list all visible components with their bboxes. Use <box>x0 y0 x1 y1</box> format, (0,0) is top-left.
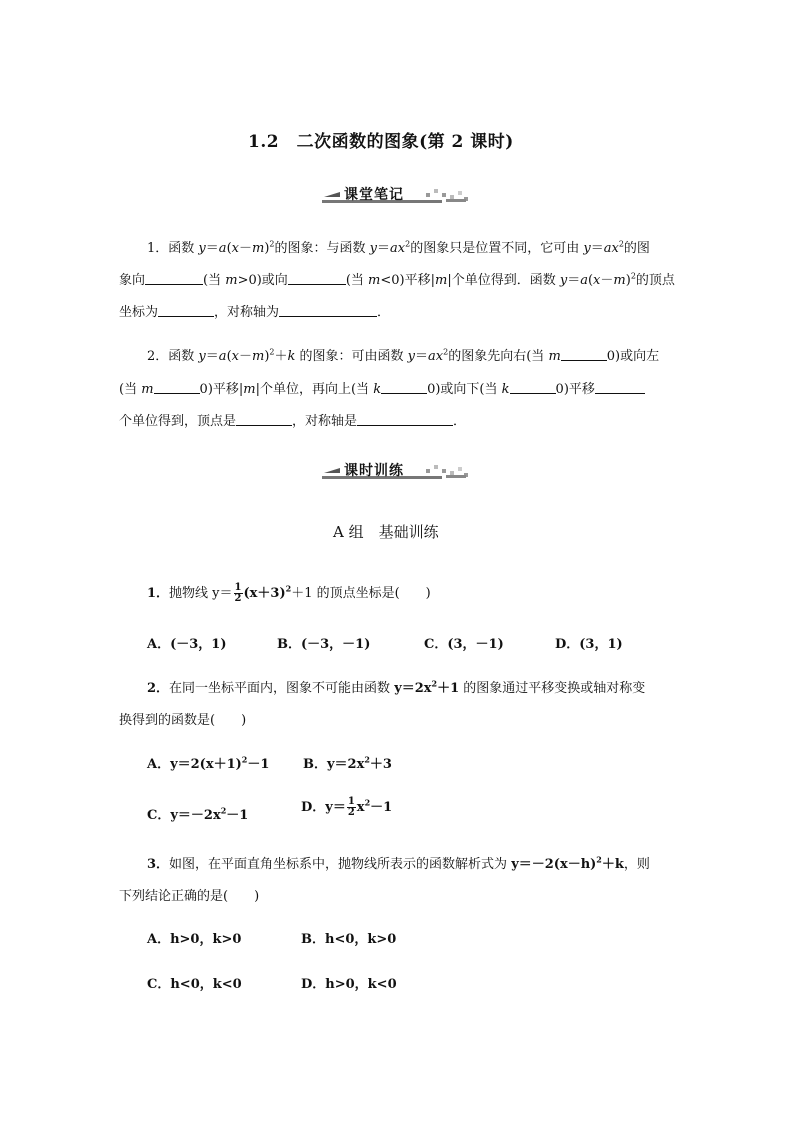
note-2-line-1: 2．函数 $y=a(x-m)^2+k$ 的图象：可由函数 $y=ax^2$的图象先向右(当 m 0)或向左 <box>147 347 660 364</box>
q3-option-d[interactable]: D．h>0，k<0 <box>301 977 397 992</box>
question-3-stem-line-2: 下列结论正确的是( ) <box>119 889 260 904</box>
group-a-title: A 组 基础训练 <box>333 523 439 541</box>
blank-6[interactable] <box>154 381 200 394</box>
q3-option-b[interactable]: B．h<0，k>0 <box>301 932 397 947</box>
q1-option-c[interactable]: C．(3，－1) <box>424 637 504 652</box>
fraction: $\frac{1}{2}$ <box>347 796 355 818</box>
note-2-line-2: (当 m 0)平移|m|个单位，再向上(当 k 0)或向下(当 k 0)平移 <box>119 378 645 397</box>
note-1-line-3: 坐标为 ，对称轴为 ． <box>119 305 391 320</box>
section-banner-notes <box>322 183 472 205</box>
page-title: 1.2 二次函数的图象(第 2 课时) <box>248 132 514 152</box>
q2-option-a[interactable]: A．$y=2(x+1)^2-1$ <box>147 754 270 772</box>
question-1-stem: 1．抛物线 y＝ $\frac{1}{2}$ $(x+3)^2+1$ 的顶点坐标是( ) <box>147 582 431 604</box>
q3-option-a[interactable]: A．h>0，k>0 <box>147 932 242 947</box>
blank-8[interactable] <box>510 381 556 394</box>
blank-1[interactable] <box>145 272 203 285</box>
note-1-line-1: 1．函数 $y=a(x-m)^2$的图象：与函数 $y=ax^2$的图象只是位置不同，它可由 $y=ax^2$的图 <box>147 239 650 256</box>
fraction: $\frac{1}{2}$ <box>234 582 242 604</box>
blank-4[interactable] <box>279 304 377 317</box>
blank-7[interactable] <box>381 381 427 394</box>
blank-2[interactable] <box>288 272 346 285</box>
note-2-line-3: 个单位得到，顶点是 ，对称轴是 ． <box>119 414 467 429</box>
q3-option-c[interactable]: C．h<0，k<0 <box>147 977 242 992</box>
q1-option-d[interactable]: D．(3，1) <box>555 637 623 652</box>
q2-option-c[interactable]: C．$y=-2x^2-1$ <box>147 805 249 823</box>
q2-option-b[interactable]: B．$y=2x^2+3$ <box>303 754 392 772</box>
q1-option-a[interactable]: A．(－3，1) <box>147 637 227 652</box>
question-2-stem-line-2: 换得到的函数是( ) <box>119 713 247 728</box>
banner-label: 课时训练 <box>344 463 404 479</box>
blank-10[interactable] <box>236 413 292 426</box>
banner-label: 课堂笔记 <box>344 187 404 203</box>
q1-option-b[interactable]: B．(－3，－1) <box>277 637 371 652</box>
question-3-stem-line-1: 3．如图，在平面直角坐标系中，抛物线所表示的函数解析式为 $y=-2(x-h)^2+k$，则 <box>147 854 650 872</box>
q2-option-d[interactable]: D．y＝ $\frac{1}{2}$ $x^2-1$ <box>301 796 393 818</box>
question-2-stem-line-1: 2．在同一坐标平面内，图象不可能由函数 $y=2x^2+1$ 的图象通过平移变换或轴对称变 <box>147 678 646 696</box>
note-1-line-2: 象向 (当 m>0)或向 (当 m<0)平移|m|个单位得到．函数 $y=a(x-m)^2$的顶点 <box>119 271 675 288</box>
blank-5[interactable] <box>561 348 607 361</box>
blank-11[interactable] <box>357 413 453 426</box>
blank-9[interactable] <box>595 381 645 394</box>
section-banner-practice <box>322 459 472 481</box>
blank-3[interactable] <box>158 304 214 317</box>
